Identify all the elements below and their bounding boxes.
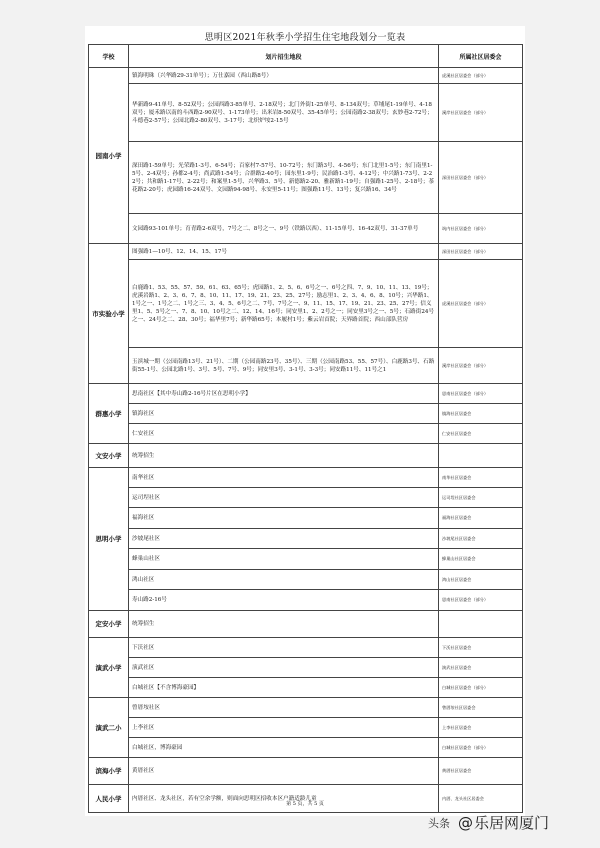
community-committee: 鸿山社区居委会 <box>439 570 523 590</box>
community-committee: 思南社区居委会（部分） <box>439 384 523 404</box>
table-row <box>89 348 523 384</box>
enrollment-area: 文园路93-101单号；育青路2-6双号，7号之二、8号之一、9号（铁路以西）、11-15单号、16-42双号、31-37单号 <box>129 214 439 244</box>
community-committee: 深田社区居委会（部分） <box>439 244 523 260</box>
header-school: 学校 <box>89 45 129 68</box>
community-committee: 南华社区居委会 <box>439 468 523 488</box>
enrollment-area: 玉滨城一期（公园南路13号、21号）、二期（公园南路23号、35号）、三期（公园南路53、55、57号）、白鹿路3号、石路街55-1号、公园北路1号、3号、5号、7号、9号；同安里3号、3-1号、3-3号；同安路11号、11号之1 <box>129 348 439 384</box>
district-table <box>88 44 523 813</box>
watermark <box>428 812 549 833</box>
table-row <box>89 570 523 590</box>
community-committee: 虎溪社区居委会（部分） <box>439 68 523 84</box>
table-row <box>89 738 523 758</box>
enrollment-area: 白鹿路1、53、55、57、59、61、63、65号；虎园路1、2、5、6、6号之一、6号之四、7、9、10、11、13、19号；虎溪岩路1、2、3、6、7、8、10、11、17、19、21、23、25、27号；励志里1、2、3、4、6、8、10号；兴华路1、1号之一、1号之二、1号之三、3、4、5、6号之二、7号、7号之一、9、11、15、17、19、21、23、25、27号；信义里1、5、5号之一、7、8、10、10号之二、12、14、16号；同安里1、2、2号之一；同安里3号之一、5号；石路街24号之一、24号之二、28、30号；福华里7号；新华路65号；本履村1号；紫云岩首院；天界路首院；西山部队营房 <box>129 260 439 348</box>
community-committee: 黄厝社区居委会 <box>439 758 523 785</box>
table-row <box>89 68 523 84</box>
enrollment-area: 南华社区 <box>129 468 439 488</box>
community-committee: 内厝、龙头社区居委会 <box>439 785 523 813</box>
community-committee: 仁安社区居委会 <box>439 424 523 444</box>
document-page <box>85 26 525 816</box>
enrollment-area: 运司埕社区 <box>129 488 439 508</box>
document-title: 思明区2021年秋季小学招生住宅地段划分一览表 <box>204 33 406 43</box>
community-committee: 下沃社区居委会 <box>439 638 523 658</box>
table-header-row <box>89 45 523 68</box>
community-committee: 福海社区居委会 <box>439 508 523 529</box>
community-committee: 溪岸社区居委会（部分） <box>439 348 523 384</box>
table-row <box>89 444 523 468</box>
table-row <box>89 529 523 549</box>
enrollment-area: 曾厝垵社区 <box>129 698 439 718</box>
enrollment-area: 镇海明珠（兴华路29-31单号）；万仕嘉园（西山路8号） <box>129 68 439 84</box>
school-name: 群惠小学 <box>89 384 129 444</box>
header-area: 划片招生地段 <box>129 45 439 68</box>
community-committee: 筑内社区居委会（部分） <box>439 214 523 244</box>
page-number: 第 5 页，共 5 页 <box>286 801 324 807</box>
community-committee: 曾厝垵社区居委会 <box>439 698 523 718</box>
table-row <box>89 638 523 658</box>
community-committee: 思南社区居委会（部分） <box>439 590 523 611</box>
table-body <box>89 68 523 813</box>
table-row <box>89 590 523 611</box>
school-name: 演武小学 <box>89 638 129 698</box>
community-committee <box>439 444 523 468</box>
school-name: 滨海小学 <box>89 758 129 785</box>
table-row <box>89 698 523 718</box>
at-sign-icon: @ <box>458 813 473 832</box>
enrollment-area: 白城社区【不含博海豪园】 <box>129 678 439 698</box>
enrollment-area: 蜂巢山社区 <box>129 549 439 570</box>
table-row <box>89 214 523 244</box>
community-committee: 溪岸社区居委会（部分） <box>439 84 523 142</box>
enrollment-area: 统筹招生 <box>129 444 439 468</box>
enrollment-area: 深田路1-59单号；光荣路1-3号、6-54号；百家村7-57号、10-72号；东门路3号、4-56号；东门北里1-5号；东门南里1-5号、2-4双号；孙都2-4号；尚武路1-54号；合群路2-40号；园东里1-9号；民治路1-3号、4-12号；中兴路1-73号、2-22号；共和路1-17号、2-22号；和案里1-5号、兴华路3、5号、新德路2-20、雅新路1-19号；自强路1-25号、2-18号；茶花路2-20号；虎园路16-24双号、文园路94-98号、永安里5-11号；图强路11号、13号；复兴路16、34号 <box>129 142 439 214</box>
table-row <box>89 758 523 785</box>
school-name: 人民小学 <box>89 785 129 813</box>
community-committee: 运司埕社区居委会 <box>439 488 523 508</box>
enrollment-area: 图强路1—10号、12、14、15、17号 <box>129 244 439 260</box>
enrollment-area: 统筹招生 <box>129 611 439 638</box>
enrollment-area: 鸿山社区 <box>129 570 439 590</box>
community-committee: 白城社区居委会（部分） <box>439 678 523 698</box>
watermark-account: 乐居网厦门 <box>474 814 550 832</box>
table-row <box>89 678 523 698</box>
enrollment-area: 思南社区【其中寿山路2-16号片区在思明小学】 <box>129 384 439 404</box>
table-row <box>89 785 523 813</box>
community-committee: 虎溪社区居委会（部分） <box>439 260 523 348</box>
header-committee: 所属社区居委会 <box>439 45 523 68</box>
table-row <box>89 384 523 404</box>
school-name: 文安小学 <box>89 444 129 468</box>
table-row <box>89 488 523 508</box>
toutiao-logo: 头条 <box>428 816 450 830</box>
enrollment-area: 上李社区 <box>129 718 439 738</box>
table-row <box>89 658 523 678</box>
table-row <box>89 549 523 570</box>
community-committee: 镇海社区居委会 <box>439 404 523 424</box>
community-committee: 上李社区居委会 <box>439 718 523 738</box>
table-row <box>89 84 523 142</box>
school-name: 园南小学 <box>89 68 129 244</box>
table-row <box>89 142 523 214</box>
enrollment-area: 黄厝社区 <box>129 758 439 785</box>
community-committee: 深田社区居委会（部分） <box>439 142 523 214</box>
enrollment-area: 镇海社区 <box>129 404 439 424</box>
table-row <box>89 244 523 260</box>
community-committee: 沙坡尾社区居委会 <box>439 529 523 549</box>
community-committee: 演武社区居委会 <box>439 658 523 678</box>
table-row <box>89 468 523 488</box>
enrollment-area: 仁安社区 <box>129 424 439 444</box>
enrollment-area: 沙坡尾社区 <box>129 529 439 549</box>
enrollment-area: 寿山路2-16号 <box>129 590 439 611</box>
enrollment-area: 福海社区 <box>129 508 439 529</box>
community-committee <box>439 611 523 638</box>
enrollment-area: 演武社区 <box>129 658 439 678</box>
table-row <box>89 508 523 529</box>
community-committee: 蜂巢山社区居委会 <box>439 549 523 570</box>
school-name: 演武二小 <box>89 698 129 758</box>
enrollment-area: 白城社区，博海豪园 <box>129 738 439 758</box>
table-row <box>89 718 523 738</box>
table-row <box>89 424 523 444</box>
table-row <box>89 611 523 638</box>
enrollment-area: 内厝社区、龙头社区，若有空余学额，则面向思明区招收本区户籍适龄儿童 <box>129 785 439 813</box>
school-name: 市实验小学 <box>89 244 129 384</box>
table-row <box>89 404 523 424</box>
school-name: 思明小学 <box>89 468 129 611</box>
enrollment-area: 华新路9-41单号、8-52双号；公园西路3-85单号、2-18双号；北门外街1-25单号、8-134双号；草埔尾1-19单号、4-18双号；厦禾路以南的斗西路2-90双号、1-173单号；出米岩8-50双号、35-45单号；公园南路2-38双号；玄妙巷2-72号；斗德巷2-57号；公园北路2-80双号、3-17号；北炽炉垵2-15号 <box>129 84 439 142</box>
community-committee: 白城社区居委会（部分） <box>439 738 523 758</box>
enrollment-area: 下沃社区 <box>129 638 439 658</box>
table-row <box>89 260 523 348</box>
school-name: 定安小学 <box>89 611 129 638</box>
